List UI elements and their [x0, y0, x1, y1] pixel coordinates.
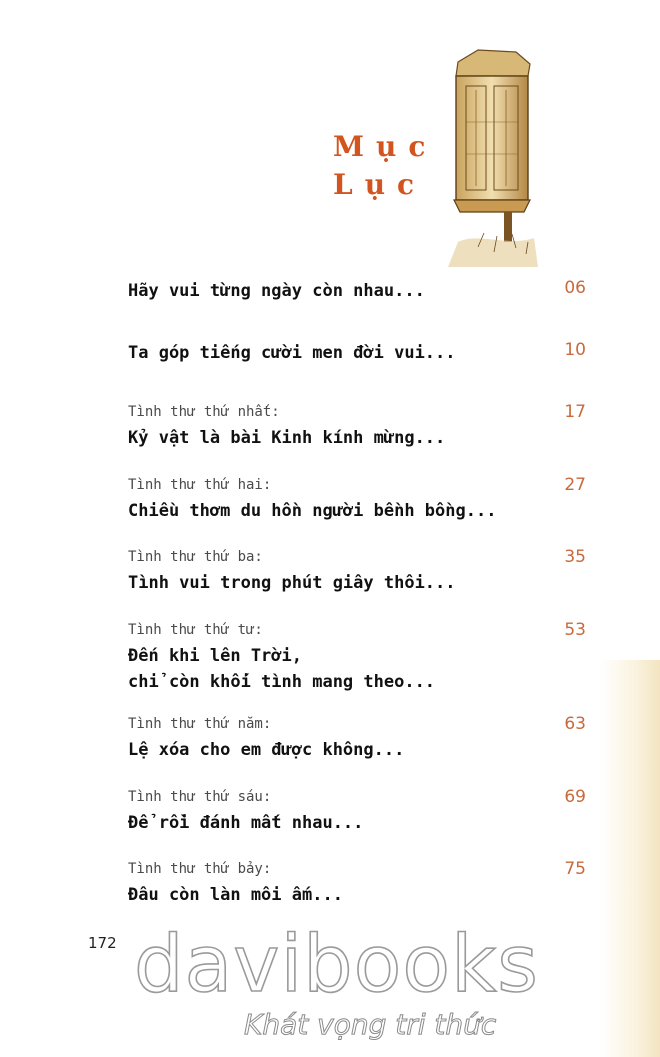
- entry-title: Lệ xóa cho em được không...: [128, 740, 405, 760]
- entry-title: Để rồi đánh mất nhau...: [128, 813, 364, 833]
- page-number: 06: [564, 278, 586, 298]
- entry-label: Tình thư thứ tư:: [128, 622, 263, 638]
- entry-label: Tình thư thứ nhất:: [128, 404, 280, 420]
- toc-heading-line1: Mục: [333, 130, 438, 163]
- entry-title: Kỷ vật là bài Kinh kính mừng...: [128, 428, 446, 448]
- page-number: 53: [564, 620, 586, 640]
- page-folio: 172: [88, 934, 117, 952]
- entry-label: Tình thư thứ sáu:: [128, 789, 272, 805]
- entry-title: Hãy vui từng ngày còn nhau...: [128, 281, 425, 301]
- entry-title: Tình vui trong phút giây thôi...: [128, 573, 456, 593]
- page-number: 27: [564, 475, 586, 495]
- page-edge-shading: [600, 660, 660, 1057]
- watermark-tagline: Khát vọng tri thức: [244, 1008, 497, 1041]
- entry-title: Đâu còn làn môi ấm...: [128, 885, 343, 905]
- toc-heading-line2: Lục: [333, 168, 427, 201]
- page-number: 75: [564, 859, 586, 879]
- entry-label: Tình thư thứ bảy:: [128, 861, 272, 877]
- toc-heading: [333, 128, 437, 204]
- entry-label: Tình thư thứ hai:: [128, 477, 272, 493]
- page-number: 10: [564, 340, 586, 360]
- lantern-illustration: [438, 42, 538, 267]
- entry-title: Ta góp tiếng cười men đời vui...: [128, 343, 456, 363]
- watermark-brand: davibooks: [134, 920, 539, 1010]
- entry-title: Đến khi lên Trời, chỉ còn khối tình mang theo...: [128, 646, 436, 692]
- page-number: 63: [564, 714, 586, 734]
- page-number: 17: [564, 402, 586, 422]
- entry-label: Tình thư thứ năm:: [128, 716, 272, 732]
- page-number: 35: [564, 547, 586, 567]
- entry-title: Chiều thơm du hồn người bềnh bồng...: [128, 501, 497, 521]
- page-number: 69: [564, 787, 586, 807]
- entry-label: Tình thư thứ ba:: [128, 549, 263, 565]
